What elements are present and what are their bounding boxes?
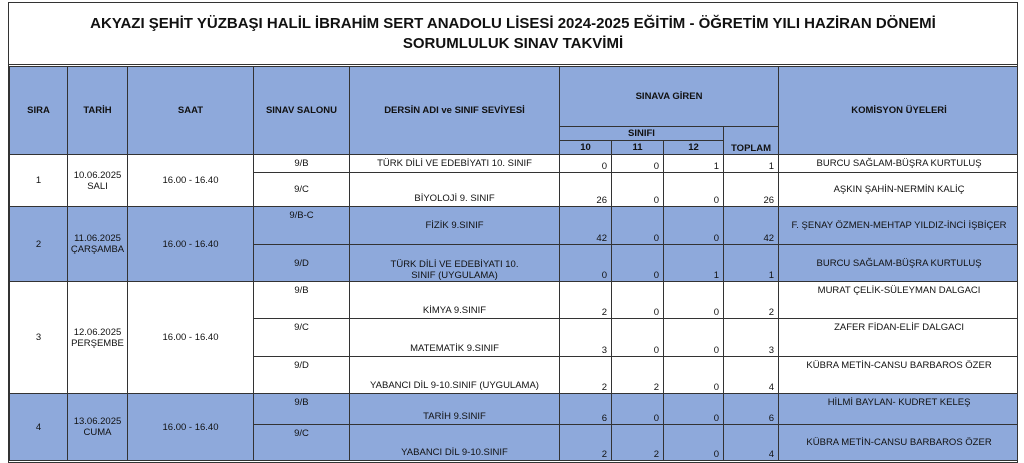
cell-c12: 0 bbox=[664, 357, 724, 394]
cell-c12: 1 bbox=[664, 155, 724, 173]
cell-toplam: 1 bbox=[724, 245, 779, 282]
cell-salon: 9/B bbox=[254, 155, 350, 173]
cell-salon: 9/C bbox=[254, 173, 350, 207]
cell-ders: MATEMATİK 9.SINIF bbox=[350, 319, 560, 357]
cell-toplam: 26 bbox=[724, 173, 779, 207]
cell-saat: 16.00 - 16.40 bbox=[128, 155, 254, 207]
cell-toplam: 4 bbox=[724, 425, 779, 461]
cell-ders: TARİH 9.SINIF bbox=[350, 394, 560, 425]
cell-sira: 4 bbox=[10, 394, 68, 461]
cell-c11: 0 bbox=[612, 394, 664, 425]
cell-komisyon: AŞKIN ŞAHİN-NERMİN KALİÇ bbox=[779, 173, 1018, 207]
header-class-10: 10 bbox=[560, 141, 612, 155]
date-text: 12.06.2025 bbox=[73, 326, 122, 338]
day-text: CUMA bbox=[83, 427, 112, 438]
cell-ders: KİMYA 9.SINIF bbox=[350, 282, 560, 319]
cell-komisyon: BURCU SAĞLAM-BÜŞRA KURTULUŞ bbox=[779, 245, 1018, 282]
cell-salon: 9/D bbox=[254, 245, 350, 282]
cell-c11: 0 bbox=[612, 155, 664, 173]
day-text: PERŞEMBE bbox=[71, 337, 124, 349]
cell-c12: 0 bbox=[664, 319, 724, 357]
cell-komisyon: BURCU SAĞLAM-BÜŞRA KURTULUŞ bbox=[779, 155, 1018, 173]
cell-toplam: 2 bbox=[724, 282, 779, 319]
cell-c11: 0 bbox=[612, 245, 664, 282]
cell-komisyon: KÜBRA METİN-CANSU BARBAROS ÖZER bbox=[779, 425, 1018, 461]
cell-toplam: 1 bbox=[724, 155, 779, 173]
cell-komisyon: F. ŞENAY ÖZMEN-MEHTAP YILDIZ-İNCİ İŞBİÇER bbox=[779, 207, 1018, 245]
cell-ders: FİZİK 9.SINIF bbox=[350, 207, 560, 245]
header-sinifi: SINIFI bbox=[560, 127, 724, 141]
cell-c10: 2 bbox=[560, 282, 612, 319]
cell-tarih bbox=[68, 282, 128, 394]
cell-c10: 0 bbox=[560, 155, 612, 173]
cell-salon: 9/D bbox=[254, 357, 350, 394]
cell-salon: 9/C bbox=[254, 319, 350, 357]
cell-c11: 2 bbox=[612, 357, 664, 394]
cell-c12: 0 bbox=[664, 282, 724, 319]
cell-ders: YABANCI DİL 9-10.SINIF (UYGULAMA) bbox=[350, 357, 560, 394]
date-text: 13.06.2025 bbox=[73, 416, 122, 427]
cell-saat: 16.00 - 16.40 bbox=[128, 282, 254, 394]
date-text: 10.06.2025 bbox=[73, 169, 122, 181]
cell-saat: 16.00 - 16.40 bbox=[128, 207, 254, 282]
cell-c11: 0 bbox=[612, 282, 664, 319]
cell-ders: TÜRK DİLİ VE EDEBİYATI 10. SINIF (UYGULAMA) bbox=[350, 245, 560, 282]
cell-c12: 0 bbox=[664, 425, 724, 461]
cell-c11: 0 bbox=[612, 173, 664, 207]
cell-toplam: 42 bbox=[724, 207, 779, 245]
cell-komisyon: ZAFER FİDAN-ELİF DALGACI bbox=[779, 319, 1018, 357]
cell-toplam: 6 bbox=[724, 394, 779, 425]
table-row bbox=[10, 207, 1019, 245]
day-text: ÇARŞAMBA bbox=[70, 244, 125, 255]
cell-c10: 26 bbox=[560, 173, 612, 207]
header-komisyon: KOMİSYON ÜYELERİ bbox=[779, 67, 1018, 155]
header-tarih: TARİH bbox=[68, 67, 128, 155]
cell-c10: 6 bbox=[560, 394, 612, 425]
cell-c12: 0 bbox=[664, 207, 724, 245]
cell-c10: 2 bbox=[560, 425, 612, 461]
cell-salon: 9/B bbox=[254, 394, 350, 425]
cell-c10: 42 bbox=[560, 207, 612, 245]
header-toplam: TOPLAM bbox=[724, 127, 779, 155]
cell-salon: 9/B-C bbox=[254, 207, 350, 245]
cell-toplam: 4 bbox=[724, 357, 779, 394]
cell-c10: 2 bbox=[560, 357, 612, 394]
cell-c11: 2 bbox=[612, 425, 664, 461]
header-ders: DERSİN ADI ve SINIF SEVİYESİ bbox=[350, 67, 560, 155]
cell-sira: 2 bbox=[10, 207, 68, 282]
cell-c10: 0 bbox=[560, 245, 612, 282]
cell-komisyon: KÜBRA METİN-CANSU BARBAROS ÖZER bbox=[779, 357, 1018, 394]
header-sira: SIRA bbox=[10, 67, 68, 155]
cell-saat: 16.00 - 16.40 bbox=[128, 394, 254, 461]
cell-ders: BİYOLOJİ 9. SINIF bbox=[350, 173, 560, 207]
day-text: SALI bbox=[87, 180, 108, 192]
cell-sira: 3 bbox=[10, 282, 68, 394]
cell-salon: 9/C bbox=[254, 425, 350, 461]
table-row bbox=[10, 394, 1019, 425]
header-saat: SAAT bbox=[128, 67, 254, 155]
header-class-11: 11 bbox=[612, 141, 664, 155]
cell-ders: TÜRK DİLİ VE EDEBİYATI 10. SINIF bbox=[350, 155, 560, 173]
cell-salon: 9/B bbox=[254, 282, 350, 319]
table-row bbox=[10, 282, 1019, 319]
header-sinava-giren: SINAVA GİREN bbox=[560, 67, 779, 127]
cell-komisyon: MURAT ÇELİK-SÜLEYMAN DALGACI bbox=[779, 282, 1018, 319]
cell-tarih bbox=[68, 207, 128, 282]
exam-schedule-sheet bbox=[8, 2, 1018, 463]
cell-ders: YABANCI DİL 9-10.SINIF bbox=[350, 425, 560, 461]
cell-tarih bbox=[68, 394, 128, 461]
cell-c10: 3 bbox=[560, 319, 612, 357]
table-row bbox=[10, 155, 1019, 173]
cell-komisyon: HİLMİ BAYLAN- KUDRET KELEŞ bbox=[779, 394, 1018, 425]
cell-c12: 0 bbox=[664, 173, 724, 207]
cell-sira: 1 bbox=[10, 155, 68, 207]
cell-c12: 1 bbox=[664, 245, 724, 282]
cell-c12: 0 bbox=[664, 394, 724, 425]
cell-toplam: 3 bbox=[724, 319, 779, 357]
date-text: 11.06.2025 bbox=[74, 233, 121, 244]
header-salon: SINAV SALONU bbox=[254, 67, 350, 155]
cell-tarih bbox=[68, 155, 128, 207]
header-class-12: 12 bbox=[664, 141, 724, 155]
document-title: AKYAZI ŞEHİT YÜZBAŞI HALİL İBRAHİM SERT ANADOLU LİSESİ 2024-2025 EĞİTİM - ÖĞRETİM YILI HAZİRAN DÖNEMİ SORUMLULUK SINAV TAKVİMİ bbox=[9, 3, 1017, 65]
cell-c11: 0 bbox=[612, 319, 664, 357]
cell-c11: 0 bbox=[612, 207, 664, 245]
schedule-table bbox=[9, 66, 1018, 461]
